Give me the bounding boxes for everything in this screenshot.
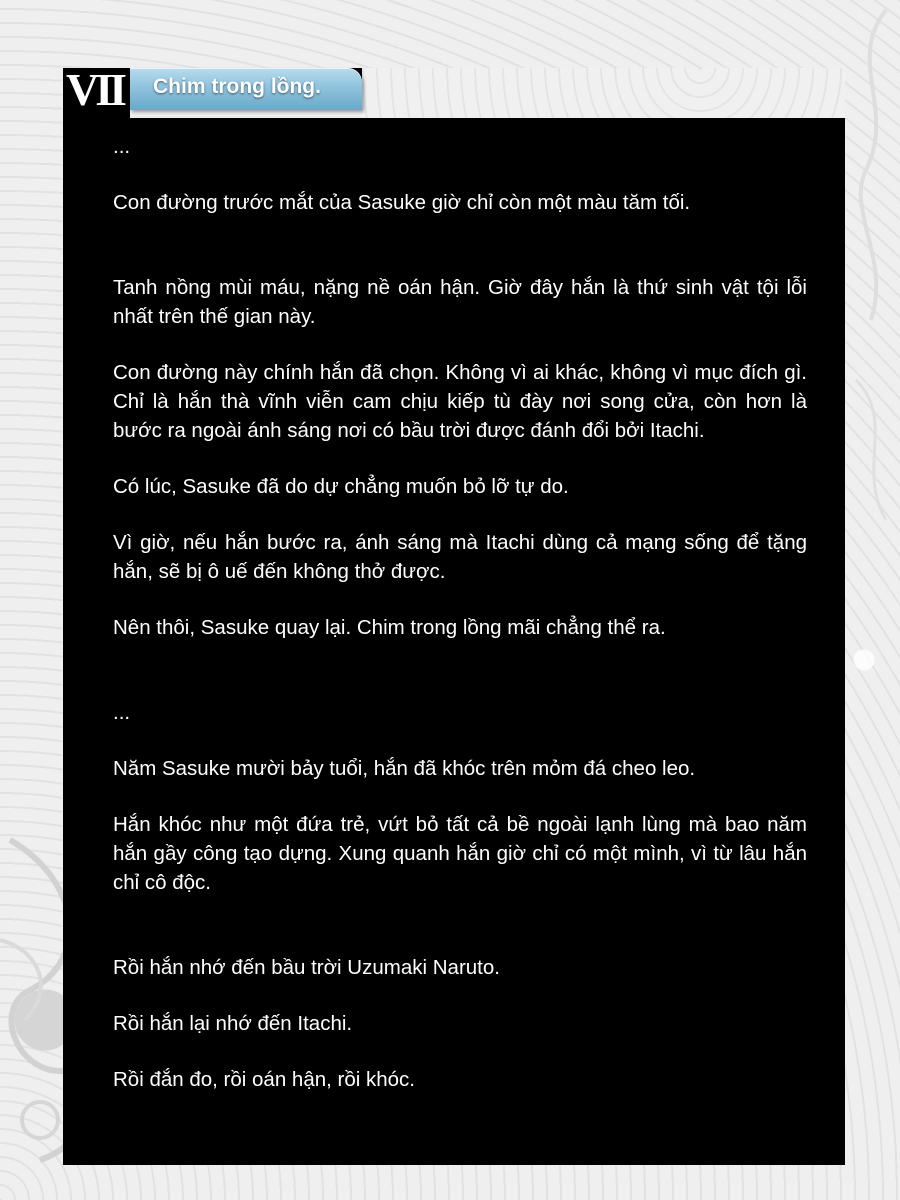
chapter-title: Chim trong lồng.	[153, 75, 321, 98]
story-body	[113, 132, 807, 1094]
paragraph: ...	[113, 701, 131, 724]
paragraph: Nên thôi, Sasuke quay lại. Chim trong lồng mãi chẳng thể ra.	[113, 616, 666, 639]
header-background-gap	[130, 110, 362, 118]
paragraph: Con đường trước mắt của Sasuke giờ chỉ còn một màu tăm tối.	[113, 191, 691, 214]
paragraph: Rồi hắn lại nhớ đến Itachi.	[113, 1012, 353, 1035]
paragraph: Con đường này chính hắn đã chọn. Không vì ai khác, không vì mục đích gì. Chỉ là hắn thà vĩnh viễn cam chịu kiếp tù đày nơi song cửa, còn hơn là bước ra ngoài ánh sáng nơi có bầu trời được đánh đổi bởi Itachi.	[113, 361, 807, 442]
paragraph: ...	[113, 135, 131, 158]
paragraph: Vì giờ, nếu hắn bước ra, ánh sáng mà Itachi dùng cả mạng sống để tặng hắn, sẽ bị ô uế đến không thở được.	[113, 531, 807, 583]
paragraph: Rồi hắn nhớ đến bầu trời Uzumaki Naruto.	[113, 956, 500, 979]
paragraph: Tanh nồng mùi máu, nặng nề oán hận. Giờ đây hắn là thứ sinh vật tội lỗi nhất trên thế gian này.	[113, 276, 807, 328]
chapter-numeral: VII	[66, 64, 124, 115]
paragraph: Năm Sasuke mười bảy tuổi, hắn đã khóc trên mỏm đá cheo leo.	[113, 757, 696, 780]
paragraph: Hắn khóc như một đứa trẻ, vứt bỏ tất cả bề ngoài lạnh lùng mà bao năm hắn gầy công tạo dựng. Xung quanh hắn giờ chỉ có một mình, vì từ lâu hắn chỉ cô độc.	[113, 813, 807, 894]
paragraph: Có lúc, Sasuke đã do dự chẳng muốn bỏ lỡ tự do.	[113, 475, 569, 498]
paragraph: Rồi đắn đo, rồi oán hận, rồi khóc.	[113, 1068, 415, 1091]
decorative-swirl-right	[846, 0, 900, 600]
chapter-title-tab	[130, 68, 362, 110]
header-background	[362, 68, 845, 118]
